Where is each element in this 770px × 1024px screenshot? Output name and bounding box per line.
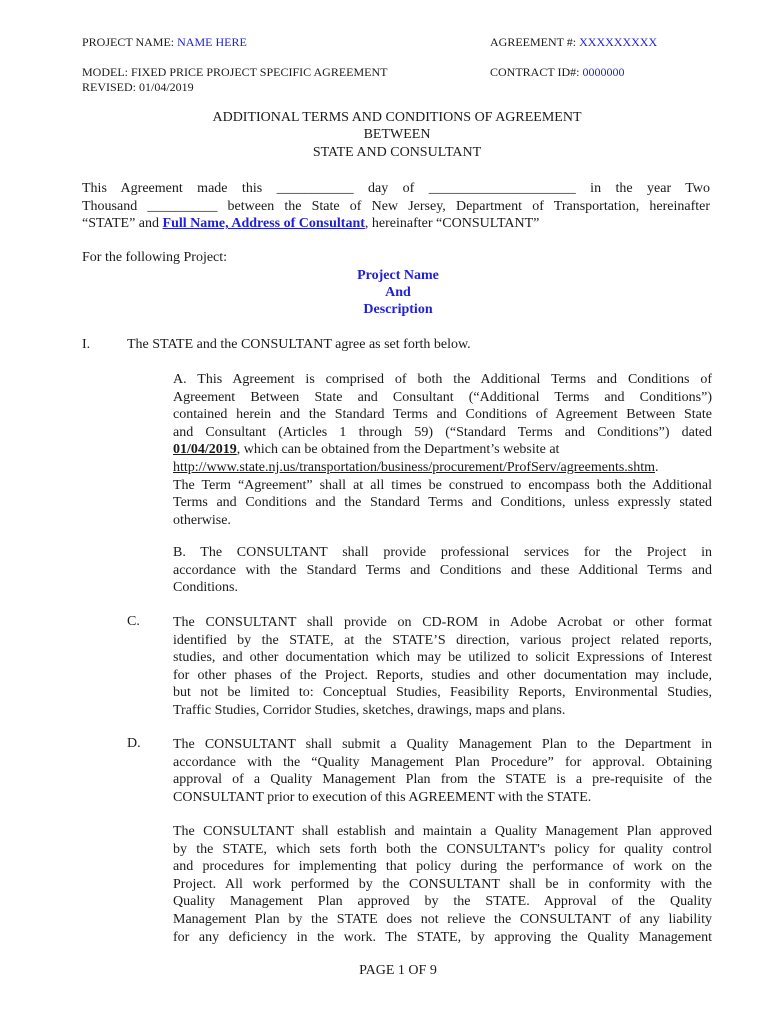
clause-b bbox=[173, 544, 712, 597]
clause-d-line-1: The CONSULTANT shall submit a Quality Management Plan to the Department in bbox=[173, 737, 712, 752]
clause-a-line-6 bbox=[173, 459, 712, 477]
clause-a-line-8: Terms and Conditions and the Standard Terms and Conditions, unless expressly stated bbox=[173, 495, 712, 511]
clause-d2-line-7: for any deficiency in the work. The STATE, by approving the Quality Management bbox=[173, 929, 712, 945]
page-number: PAGE 1 OF 9 bbox=[359, 963, 437, 978]
clause-c-line-1: The CONSULTANT shall provide on CD-ROM in Adobe Acrobat or other format bbox=[173, 615, 712, 630]
following-project-label: For the following Project: bbox=[82, 250, 228, 265]
clause-a bbox=[173, 371, 712, 529]
clause-a-line-9: otherwise. bbox=[173, 512, 231, 528]
clause-d bbox=[173, 736, 712, 806]
clause-c-line-4: for other phases of the Project. Reports, studies and other documentation may include, bbox=[173, 667, 712, 683]
clause-d-marker: D. bbox=[127, 736, 141, 751]
clause-d-line-2: accordance with the “Quality Management Plan Procedure” for approval. Obtaining bbox=[173, 754, 712, 770]
clause-a-line-5 bbox=[173, 441, 712, 459]
clause-a-line-3: contained herein and the Standard Terms and Conditions of Agreement Between State bbox=[173, 407, 712, 423]
agreement-number-field bbox=[490, 35, 657, 50]
model-line: MODEL: FIXED PRICE PROJECT SPECIFIC AGREEMENT bbox=[82, 65, 388, 79]
clause-d-paragraph-2 bbox=[173, 823, 712, 946]
intro-line-1: This Agreement made this ___________ day of _____________________ in the year Two bbox=[82, 181, 710, 196]
intro-paragraph bbox=[82, 180, 710, 233]
agreements-website-link[interactable]: http://www.state.nj.us/transportation/business/procurement/ProfServ/agreements.shtm bbox=[173, 459, 656, 475]
agreement-number-value: XXXXXXXXX bbox=[579, 35, 658, 49]
clause-a-line-6-post: . bbox=[655, 459, 659, 475]
clause-c bbox=[173, 614, 712, 720]
clause-b-line-3: Conditions. bbox=[173, 580, 238, 596]
document-title-line-1: ADDITIONAL TERMS AND CONDITIONS OF AGREEMENT bbox=[212, 110, 582, 125]
clause-c-line-6: Traffic Studies, Corridor Studies, sketches, drawings, maps and plans. bbox=[173, 702, 566, 718]
clause-d2-line-2: by the STATE, which sets forth both the CONSULTANT's policy for quality control bbox=[173, 841, 712, 857]
clause-a-line-4: and Consultant (Articles 1 through 59) (“Standard Terms and Conditions”) dated bbox=[173, 424, 712, 440]
contract-id-label: CONTRACT ID#: bbox=[490, 65, 580, 79]
project-description-line: Description bbox=[363, 302, 433, 317]
clause-c-line-3: studies, and other documentation which may be utilized to solicit Expressions of Interest bbox=[173, 650, 712, 666]
intro-line-2: Thousand __________ between the State of New Jersey, Department of Transportation, hereinafter bbox=[82, 198, 710, 214]
clause-d-line-4: CONSULTANT prior to execution of this AGREEMENT with the STATE. bbox=[173, 789, 592, 805]
clause-d2-line-4: Project. All work performed by the CONSULTANT shall be in conformity with the bbox=[173, 876, 712, 892]
project-name-label: PROJECT NAME: bbox=[82, 35, 175, 49]
clause-b-line-2: accordance with the Standard Terms and Conditions and these Additional Terms and bbox=[173, 562, 712, 578]
clause-a-line-1: A. This Agreement is comprised of both the Additional Terms and Conditions of bbox=[173, 372, 712, 387]
revised-line: REVISED: 01/04/2019 bbox=[82, 80, 194, 94]
project-name-line: Project Name bbox=[357, 268, 439, 283]
intro-line-3-post: , hereinafter “CONSULTANT” bbox=[364, 216, 540, 232]
document-title-line-2: BETWEEN bbox=[363, 127, 431, 142]
consultant-name-link[interactable]: Full Name, Address of Consultant bbox=[162, 216, 365, 232]
contract-id-value: 0000000 bbox=[582, 65, 625, 79]
clause-d2-line-1: The CONSULTANT shall establish and maintain a Quality Management Plan approved bbox=[173, 824, 712, 839]
clause-d2-line-3: and procedures for implementing that policy during the performance of work on the bbox=[173, 859, 712, 875]
project-name-value: NAME HERE bbox=[177, 35, 247, 49]
project-and-line: And bbox=[385, 285, 411, 300]
section-numeral-1: I. bbox=[82, 337, 91, 352]
intro-line-3-pre: “STATE” and bbox=[82, 216, 163, 232]
clause-c-marker: C. bbox=[127, 614, 140, 629]
intro-line-3 bbox=[82, 215, 710, 233]
clause-d2-line-5: Quality Management Plan approved by the STATE. Approval of the Quality bbox=[173, 894, 712, 910]
clause-c-line-2: identified by the STATE, at the STATE’S direction, various project related reports, bbox=[173, 632, 712, 648]
clause-d-line-3: approval of a Quality Management Plan from the STATE is a pre-requisite of the bbox=[173, 772, 712, 788]
clause-a-line-5-post: , which can be obtained from the Department’s website at bbox=[236, 442, 560, 458]
clause-c-line-5: but not be limited to: Conceptual Studies, Feasibility Reports, Environmental Studies, bbox=[173, 685, 712, 701]
section-1-text: The STATE and the CONSULTANT agree as set forth below. bbox=[127, 337, 471, 352]
project-name-field bbox=[82, 35, 247, 50]
clause-d2-line-6: Management Plan by the STATE does not relieve the CONSULTANT of any liability bbox=[173, 911, 712, 927]
clause-a-line-2: Agreement Between State and Consultant (“Additional Terms and Conditions”) bbox=[173, 389, 712, 405]
standard-terms-date: 01/04/2019 bbox=[173, 442, 237, 458]
document-title-line-3: STATE AND CONSULTANT bbox=[312, 145, 482, 160]
clause-a-line-7: The Term “Agreement” shall at all times be construed to encompass both the Additional bbox=[173, 477, 712, 493]
agreement-number-label: AGREEMENT #: bbox=[490, 35, 577, 49]
contract-id-field bbox=[490, 65, 624, 80]
clause-b-line-1: B. The CONSULTANT shall provide professional services for the Project in bbox=[173, 545, 712, 560]
